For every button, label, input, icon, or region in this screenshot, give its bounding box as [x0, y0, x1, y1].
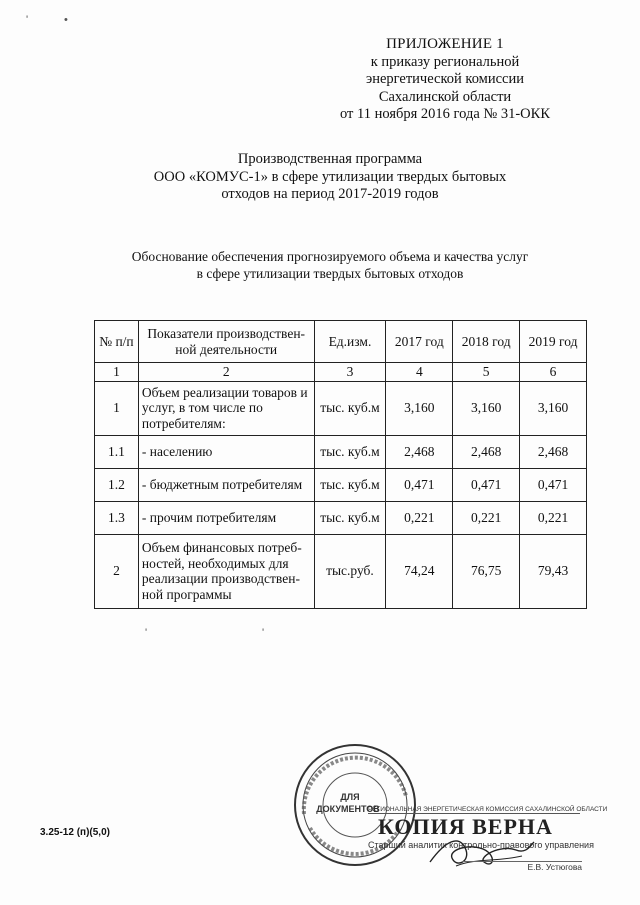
header-cell: 2019 год — [520, 321, 587, 363]
header-cell: Ед.изм. — [314, 321, 386, 363]
row-value-2019: 0,221 — [520, 501, 587, 534]
copy-stamp-signer: Е.В. Устюгова — [462, 861, 582, 872]
index-cell: 4 — [386, 363, 453, 382]
row-unit: тыс. куб.м — [314, 435, 386, 468]
row-indicator: - прочим потребителям — [138, 501, 314, 534]
appendix-header — [300, 36, 590, 124]
header-cell: 2018 год — [453, 321, 520, 363]
program-title — [120, 151, 540, 204]
index-cell: 2 — [138, 363, 314, 382]
row-number: 1.1 — [95, 435, 139, 468]
row-indicator: Объем реализации товаров и услуг, в том числе по потребителям: — [138, 381, 314, 435]
header-line: к приказу региональной — [370, 53, 520, 70]
row-indicator: Объем финансовых потреб-ностей, необходимых для реализации производствен-ной программы — [138, 534, 314, 608]
row-number: 1.2 — [95, 468, 139, 501]
table-row — [95, 534, 587, 608]
program-title-line: отходов на период 2017-2019 годов — [221, 186, 439, 202]
row-value-2017: 2,468 — [386, 435, 453, 468]
program-title-line: ООО «КОМУС-1» в сфере утилизации твердых бытовых — [153, 168, 507, 185]
row-value-2017: 0,221 — [386, 501, 453, 534]
indicators-table — [94, 320, 587, 609]
seal-text: ДЛЯ — [340, 792, 360, 802]
copy-stamp-title: КОПИЯ ВЕРНА — [378, 814, 553, 839]
index-cell: 3 — [314, 363, 386, 382]
scan-speck: ' — [145, 627, 148, 639]
header-date: от 11 ноября 2016 года № 31-ОКК — [339, 106, 551, 122]
seal-text: ДОКУМЕНТОВ — [316, 804, 380, 814]
row-value-2017: 3,160 — [386, 381, 453, 435]
row-value-2019: 3,160 — [520, 381, 587, 435]
row-value-2019: 79,43 — [520, 534, 587, 608]
row-value-2017: 74,24 — [386, 534, 453, 608]
header-cell: № п/п — [95, 321, 139, 363]
scan-speck: ' — [26, 14, 29, 26]
row-number: 1 — [95, 381, 139, 435]
index-cell: 6 — [520, 363, 587, 382]
row-value-2019: 0,471 — [520, 468, 587, 501]
row-unit: тыс. куб.м — [314, 381, 386, 435]
table-row — [95, 468, 587, 501]
row-unit: тыс.руб. — [314, 534, 386, 608]
table-header-row — [95, 321, 587, 363]
header-cell: 2017 год — [386, 321, 453, 363]
header-cell: Показатели производствен-ной деятельности — [138, 321, 314, 363]
row-unit: тыс. куб.м — [314, 468, 386, 501]
table-index-row — [95, 363, 587, 382]
index-cell: 5 — [453, 363, 520, 382]
row-unit: тыс. куб.м — [314, 501, 386, 534]
row-value-2018: 3,160 — [453, 381, 520, 435]
row-number: 2 — [95, 534, 139, 608]
scan-speck: • — [64, 14, 68, 26]
appendix-title: ПРИЛОЖЕНИЕ 1 — [386, 36, 504, 52]
basis-subtitle — [110, 248, 550, 282]
row-value-2017: 0,471 — [386, 468, 453, 501]
index-cell: 1 — [95, 363, 139, 382]
row-indicator: - населению — [138, 435, 314, 468]
row-number: 1.3 — [95, 501, 139, 534]
row-indicator: - бюджетным потребителям — [138, 468, 314, 501]
row-value-2019: 2,468 — [520, 435, 587, 468]
row-value-2018: 2,468 — [453, 435, 520, 468]
basis-line: в сфере утилизации твердых бытовых отходов — [196, 266, 464, 281]
row-value-2018: 0,221 — [453, 501, 520, 534]
header-line: Сахалинской области — [378, 88, 512, 105]
row-value-2018: 0,471 — [453, 468, 520, 501]
copy-stamp-dept: Старший аналитик контрольно-правового управления — [368, 840, 594, 850]
copy-stamp-org: РЕГИОНАЛЬНАЯ ЭНЕРГЕТИЧЕСКАЯ КОМИССИЯ САХАЛИНСКОЙ ОБЛАСТИ — [368, 806, 608, 813]
document-code: 3.25-12 (п)(5,0) — [40, 827, 110, 838]
table-row — [95, 501, 587, 534]
header-line: энергетической комиссии — [365, 71, 525, 87]
copy-certification-stamp — [366, 806, 608, 874]
row-value-2018: 76,75 — [453, 534, 520, 608]
scan-speck: ' — [262, 627, 265, 639]
program-title-line: Производственная программа — [237, 151, 423, 167]
basis-line: Обоснование обеспечения прогнозируемого объема и качества услуг — [131, 249, 529, 264]
table-row — [95, 435, 587, 468]
table-row — [95, 381, 587, 435]
